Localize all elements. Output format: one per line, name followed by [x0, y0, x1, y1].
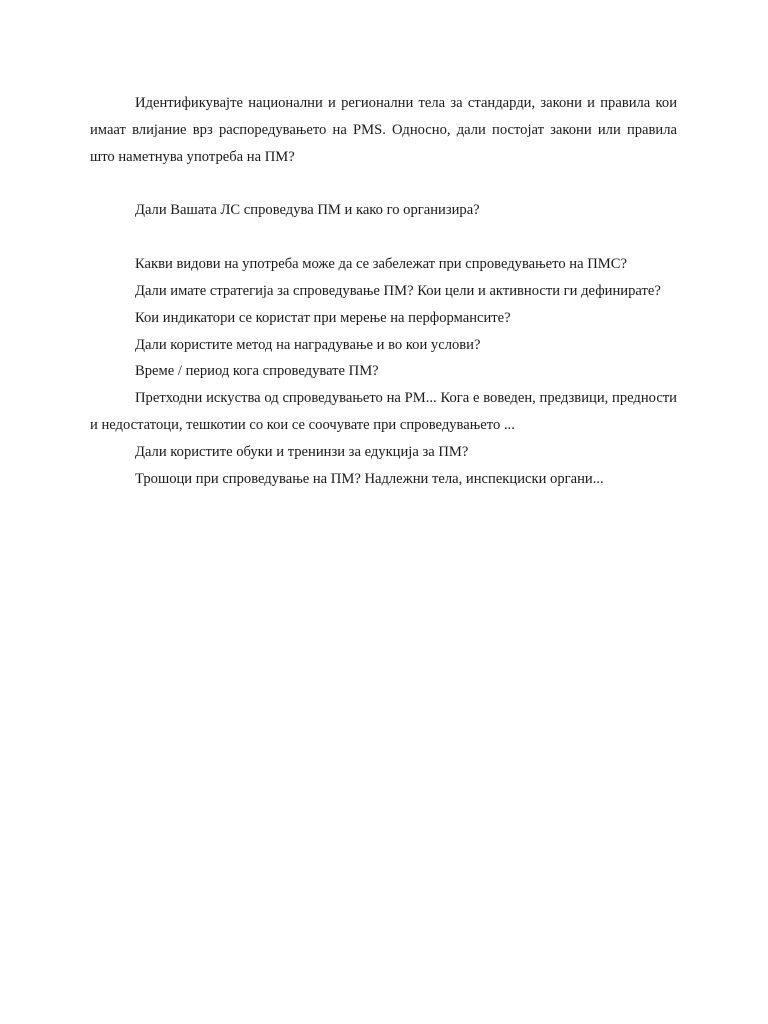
paragraph-usage-types: Какви видови на употреба може да се забележат при спроведувањето на ПМС? — [135, 256, 627, 273]
paragraph-trainings: Дали користите обуки и тренинзи за едукција за ПМ? — [135, 443, 469, 460]
paragraph-costs: Трошоци при спроведување на ПМ? Надлежни тела, инспекциски органи... — [135, 470, 604, 487]
paragraph-time-period: Време / период кога спроведувате ПМ? — [135, 363, 379, 380]
paragraph-ls-organization: Дали Вашата ЛС спроведува ПМ и како го организира? — [135, 202, 480, 219]
paragraph-standards-bodies: Идентификувајте национални и регионални тела за стандарди, закони и правила кои имаат влијание врз распоредувањето на PMS. Односно, дали постојат закони или правила што наметнува употреба на ПМ? — [90, 95, 677, 165]
paragraph-strategy: Дали имате стратегија за спроведување ПМ? Кои цели и активности ги дефинирате? — [135, 282, 661, 299]
paragraph-indicators: Кои индикатори се користат при мерење на перформансите? — [135, 309, 511, 326]
document-page — [90, 90, 677, 492]
paragraph-reward-method: Дали користите метод на наградување и во кои услови? — [135, 336, 481, 353]
paragraph-previous-experience: Претходни искуства од спроведувањето на PM... Кога е воведен, предзвици, предности и недостатоци, тешкотии со кои се соочувате при спроведувањето ... — [90, 390, 677, 433]
